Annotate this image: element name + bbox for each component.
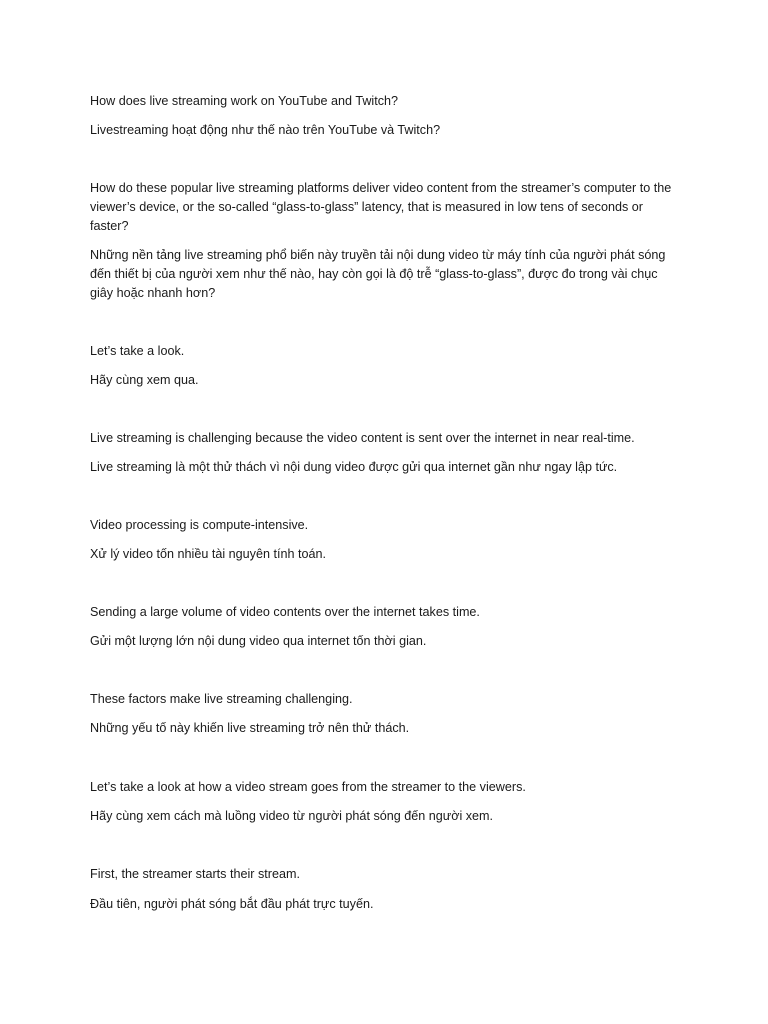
paragraph-intro-en: How do these popular live streaming platforms deliver video content from the streamer’s computer to the viewer’s device, or the so-called “glass-to-glass” latency, that is measured in low tens of seconds or faster?	[90, 181, 672, 233]
paragraph-look-vi: Hãy cùng xem qua.	[90, 373, 199, 387]
paragraph-factors-en: These factors make live streaming challenging.	[90, 692, 353, 706]
paragraph-question-vi: Livestreaming hoạt động như thế nào trên YouTube và Twitch?	[90, 123, 441, 137]
paragraph-question-en: How does live streaming work on YouTube and Twitch?	[90, 94, 399, 108]
paragraph-stream-path-en: Let’s take a look at how a video stream goes from the streamer to the viewers.	[90, 780, 526, 794]
paragraph-intro-vi: Những nền tảng live streaming phổ biến này truyền tải nội dung video từ máy tính của người phát sóng đến thiết bị của người xem như thế nào, hay còn gọi là độ trễ “glass-to-glass”, được đo trong vài chục giây hoặc nhanh hơn?	[90, 248, 666, 300]
paragraph-sending-vi: Gửi một lượng lớn nội dung video qua internet tốn thời gian.	[90, 634, 427, 648]
paragraph-processing-vi: Xử lý video tốn nhiều tài nguyên tính toán.	[90, 547, 326, 561]
paragraph-challenge-vi: Live streaming là một thử thách vì nội dung video được gửi qua internet gần như ngay lập tức.	[90, 460, 618, 474]
paragraph-sending-en: Sending a large volume of video contents over the internet takes time.	[90, 605, 480, 619]
paragraph-look-en: Let’s take a look.	[90, 344, 185, 358]
paragraph-stream-path-vi: Hãy cùng xem cách mà luồng video từ người phát sóng đến người xem.	[90, 809, 494, 823]
paragraph-challenge-en: Live streaming is challenging because the video content is sent over the internet in near real-time.	[90, 431, 635, 445]
paragraph-first-vi: Đầu tiên, người phát sóng bắt đầu phát trực tuyến.	[90, 897, 374, 911]
paragraph-first-en: First, the streamer starts their stream.	[90, 867, 300, 881]
paragraph-processing-en: Video processing is compute-intensive.	[90, 518, 309, 532]
paragraph-factors-vi: Những yếu tố này khiến live streaming trở nên thử thách.	[90, 721, 410, 735]
